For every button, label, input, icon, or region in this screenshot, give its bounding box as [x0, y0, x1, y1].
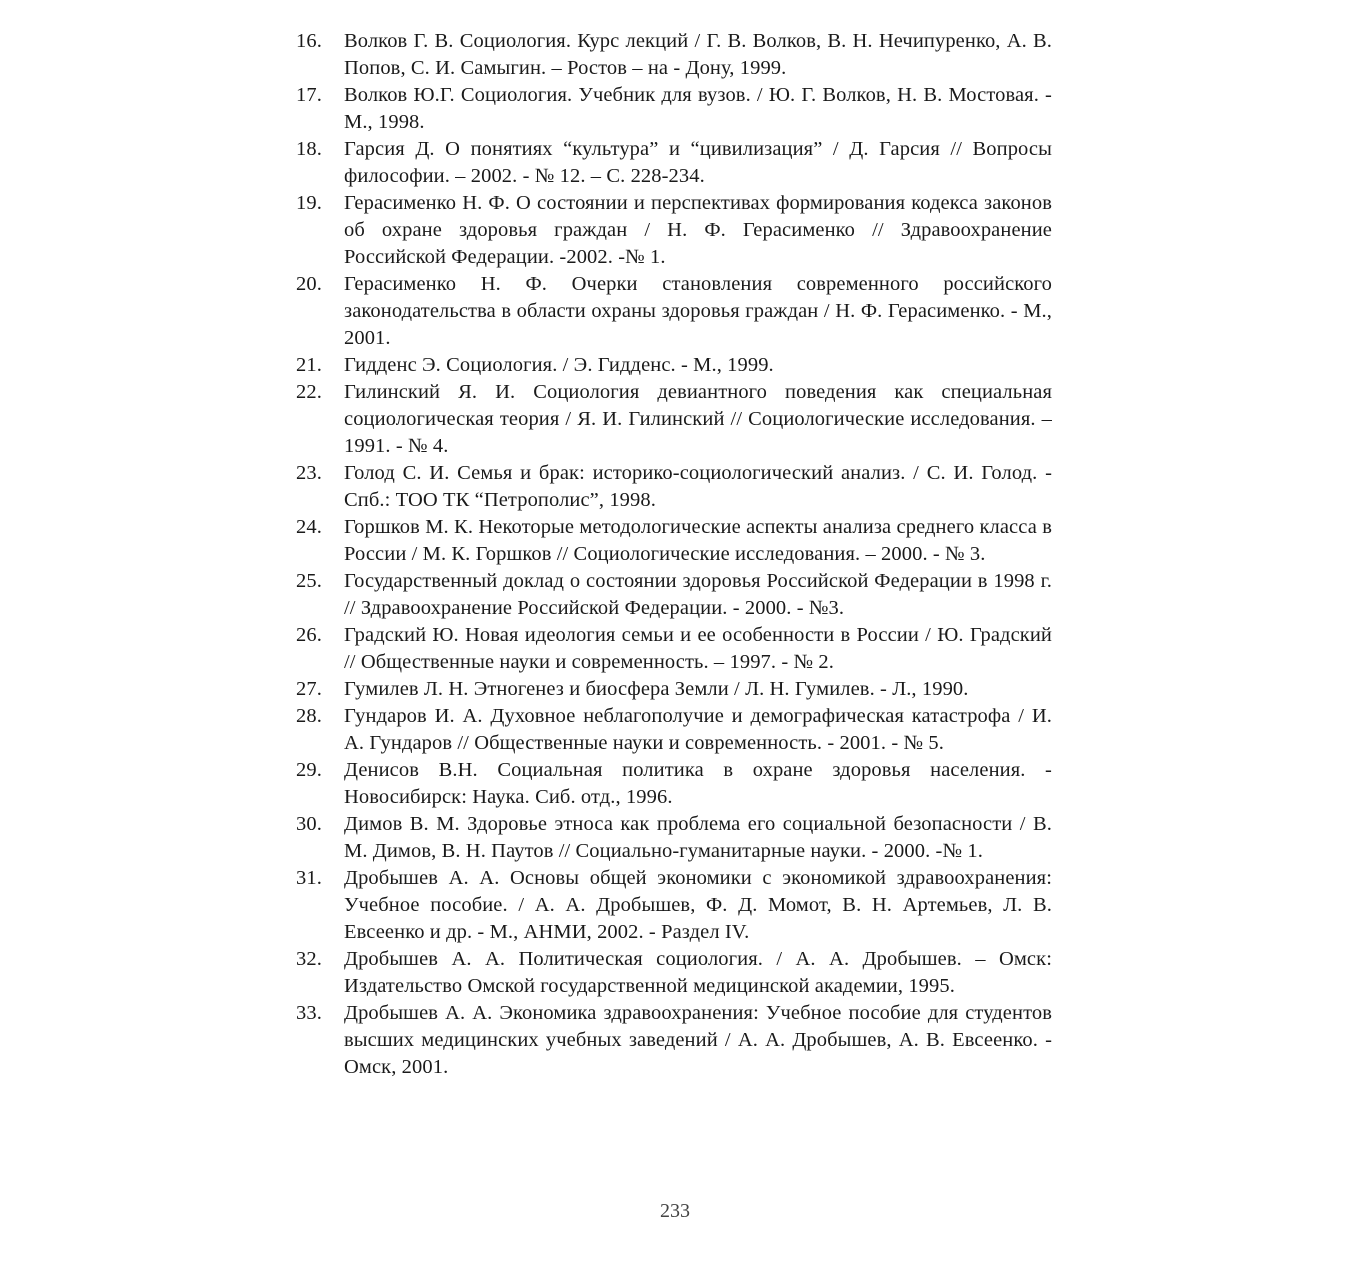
reference-text: Горшков М. К. Некоторые методологические аспекты анализа среднего класса в России / М. К. Горшков // Социологические исследования. – 2000. - № 3. — [344, 516, 1052, 565]
bibliography-page — [296, 28, 1052, 1081]
reference-text: Дробышев А. А. Политическая социология. / А. А. Дробышев. – Омск: Издательство Омской государственной медицинской академии, 1995. — [344, 948, 1052, 997]
reference-text: Волков Г. В. Социология. Курс лекций / Г. В. Волков, В. Н. Нечипуренко, А. В. Попов, С. И. Самыгин. – Ростов – на - Дону, 1999. — [344, 30, 1052, 79]
reference-number: 17. — [296, 84, 322, 106]
reference-item — [296, 811, 1052, 865]
reference-text: Денисов В.Н. Социальная политика в охране здоровья населения. - Новосибирск: Наука. Сиб. отд., 1996. — [344, 759, 1052, 808]
reference-item — [296, 514, 1052, 568]
reference-number: 28. — [296, 705, 322, 727]
reference-text: Гидденс Э. Социология. / Э. Гидденс. - М., 1999. — [344, 354, 774, 376]
reference-number: 20. — [296, 273, 322, 295]
reference-number: 18. — [296, 138, 322, 160]
reference-text: Дробышев А. А. Основы общей экономики с экономикой здравоохранения: Учебное пособие. / А. А. Дробышев, Ф. Д. Момот, В. Н. Артемьев, Л. В. Евсеенко и др. - М., АНМИ, 2002. - Раздел IV. — [344, 867, 1052, 943]
reference-number: 23. — [296, 462, 322, 484]
page-number: 233 — [660, 1200, 690, 1222]
reference-item — [296, 352, 1052, 379]
reference-text: Димов В. М. Здоровье этноса как проблема его социальной безопасности / В. М. Димов, В. Н. Паутов // Социально-гуманитарные науки. - 2000. -№ 1. — [344, 813, 1052, 862]
reference-item — [296, 136, 1052, 190]
reference-text: Государственный доклад о состоянии здоровья Российской Федерации в 1998 г. // Здравоохранение Российской Федерации. - 2000. - №3. — [344, 570, 1052, 619]
reference-number: 16. — [296, 30, 322, 52]
reference-item — [296, 622, 1052, 676]
reference-item — [296, 82, 1052, 136]
reference-number: 31. — [296, 867, 322, 889]
reference-text: Герасименко Н. Ф. О состоянии и перспективах формирования кодекса законов об охране здоровья граждан / Н. Ф. Герасименко // Здравоохранение Российской Федерации. -2002. -№ 1. — [344, 192, 1052, 268]
reference-item — [296, 1000, 1052, 1081]
reference-number: 24. — [296, 516, 322, 538]
reference-item — [296, 757, 1052, 811]
reference-item — [296, 946, 1052, 1000]
reference-item — [296, 865, 1052, 946]
reference-number: 29. — [296, 759, 322, 781]
reference-number: 25. — [296, 570, 322, 592]
reference-text: Гундаров И. А. Духовное неблагополучие и демографическая катастрофа / И. А. Гундаров // Общественные науки и современность. - 2001. - № 5. — [344, 705, 1052, 754]
reference-item — [296, 190, 1052, 271]
reference-text: Волков Ю.Г. Социология. Учебник для вузов. / Ю. Г. Волков, Н. В. Мостовая. - М., 1998. — [344, 84, 1052, 133]
reference-item — [296, 28, 1052, 82]
reference-number: 27. — [296, 678, 322, 700]
reference-text: Гилинский Я. И. Социология девиантного поведения как специальная социологическая теория / Я. И. Гилинский // Социологические исследования. – 1991. - № 4. — [344, 381, 1052, 457]
reference-item — [296, 568, 1052, 622]
reference-list — [296, 28, 1052, 1081]
reference-text: Герасименко Н. Ф. Очерки становления современного российского законодательства в области охраны здоровья граждан / Н. Ф. Герасименко. - М., 2001. — [344, 273, 1052, 349]
reference-item — [296, 271, 1052, 352]
reference-number: 19. — [296, 192, 322, 214]
reference-number: 33. — [296, 1002, 322, 1024]
reference-item — [296, 676, 1052, 703]
reference-text: Голод С. И. Семья и брак: историко-социологический анализ. / С. И. Голод. - Спб.: ТОО ТК “Петрополис”, 1998. — [344, 462, 1052, 511]
reference-text: Дробышев А. А. Экономика здравоохранения: Учебное пособие для студентов высших медицинских учебных заведений / А. А. Дробышев, А. В. Евсеенко. - Омск, 2001. — [344, 1002, 1052, 1078]
reference-number: 22. — [296, 381, 322, 403]
reference-text: Гарсия Д. О понятиях “культура” и “цивилизация” / Д. Гарсия // Вопросы философии. – 2002. - № 12. – С. 228-234. — [344, 138, 1052, 187]
reference-text: Градский Ю. Новая идеология семьи и ее особенности в России / Ю. Градский // Общественные науки и современность. – 1997. - № 2. — [344, 624, 1052, 673]
reference-text: Гумилев Л. Н. Этногенез и биосфера Земли / Л. Н. Гумилев. - Л., 1990. — [344, 678, 969, 700]
reference-item — [296, 703, 1052, 757]
reference-number: 26. — [296, 624, 322, 646]
reference-number: 21. — [296, 354, 322, 376]
reference-item — [296, 379, 1052, 460]
reference-number: 30. — [296, 813, 322, 835]
reference-item — [296, 460, 1052, 514]
reference-number: 32. — [296, 948, 322, 970]
